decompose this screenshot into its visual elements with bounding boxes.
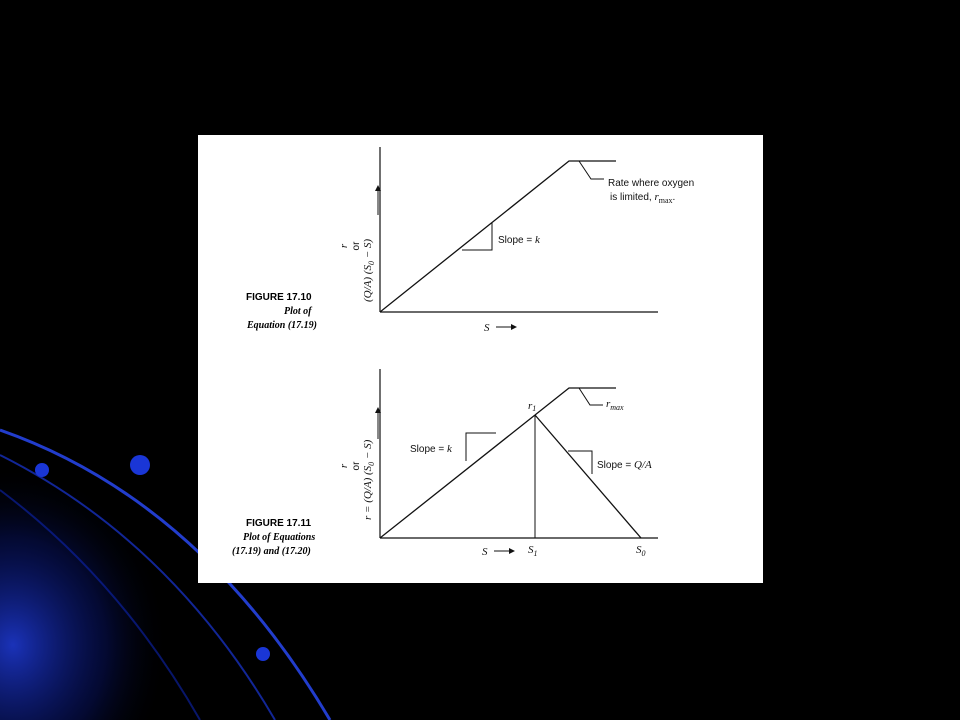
figure-caption-line: (17.19) and (17.20)	[232, 546, 311, 557]
series-line-falling	[535, 415, 641, 538]
slope-triangle-qa	[568, 451, 592, 474]
slope-triangle-k	[466, 433, 496, 461]
figure-panel	[198, 135, 763, 583]
decor-dot	[35, 463, 49, 477]
y-axis-label-middle: or	[351, 241, 362, 251]
decor-dot	[256, 647, 270, 661]
y-axis-label	[338, 439, 376, 520]
rmax-label: $r_{max}$	[606, 398, 624, 412]
figure-caption-line: Plot of	[284, 306, 312, 317]
callout-line1: Rate where oxygen	[608, 178, 695, 189]
figure-caption-id: FIGURE 17.11	[246, 518, 312, 529]
figure-caption-line: Equation (17.19)	[247, 320, 318, 331]
y-axis-label	[338, 239, 376, 302]
series-line-rising	[380, 415, 535, 538]
x-tick-s1: $S_1$	[528, 544, 538, 558]
slope-label: Slope = k	[498, 234, 540, 246]
x-axis-arrowhead	[509, 548, 515, 554]
y-axis-label-bottom: (Q/A) $(S_0 - S)$	[362, 238, 376, 302]
rmax-leader	[579, 388, 603, 405]
x-axis-label: S	[484, 322, 490, 334]
figure-17-11	[232, 369, 658, 558]
slope-triangle	[462, 223, 492, 250]
decor-dot	[130, 455, 150, 475]
figure-svg	[198, 135, 763, 583]
y-axis-label-bottom: r = (Q/A) $(S_0 - S)$	[362, 439, 376, 520]
callout-leader	[579, 161, 604, 179]
y-axis-label-top: r	[338, 243, 350, 249]
series-line-rmax	[535, 388, 616, 415]
y-axis-label-top: r	[338, 463, 350, 469]
peak-label: r1	[528, 400, 537, 413]
figure-17-10	[246, 147, 694, 334]
x-axis-label: S	[482, 546, 488, 558]
slope-label-k: Slope = k	[410, 443, 452, 455]
x-axis-arrowhead	[511, 324, 517, 330]
x-tick-s0: $S_0$	[636, 544, 646, 558]
figure-caption-id: FIGURE 17.10	[246, 292, 312, 303]
y-axis-label-middle: or	[351, 461, 362, 471]
slope-label-qa: Slope = Q/A	[597, 459, 652, 471]
figure-caption-line: Plot of Equations	[243, 532, 316, 543]
callout-line2: is limited, $r_{max}$.	[610, 191, 676, 205]
